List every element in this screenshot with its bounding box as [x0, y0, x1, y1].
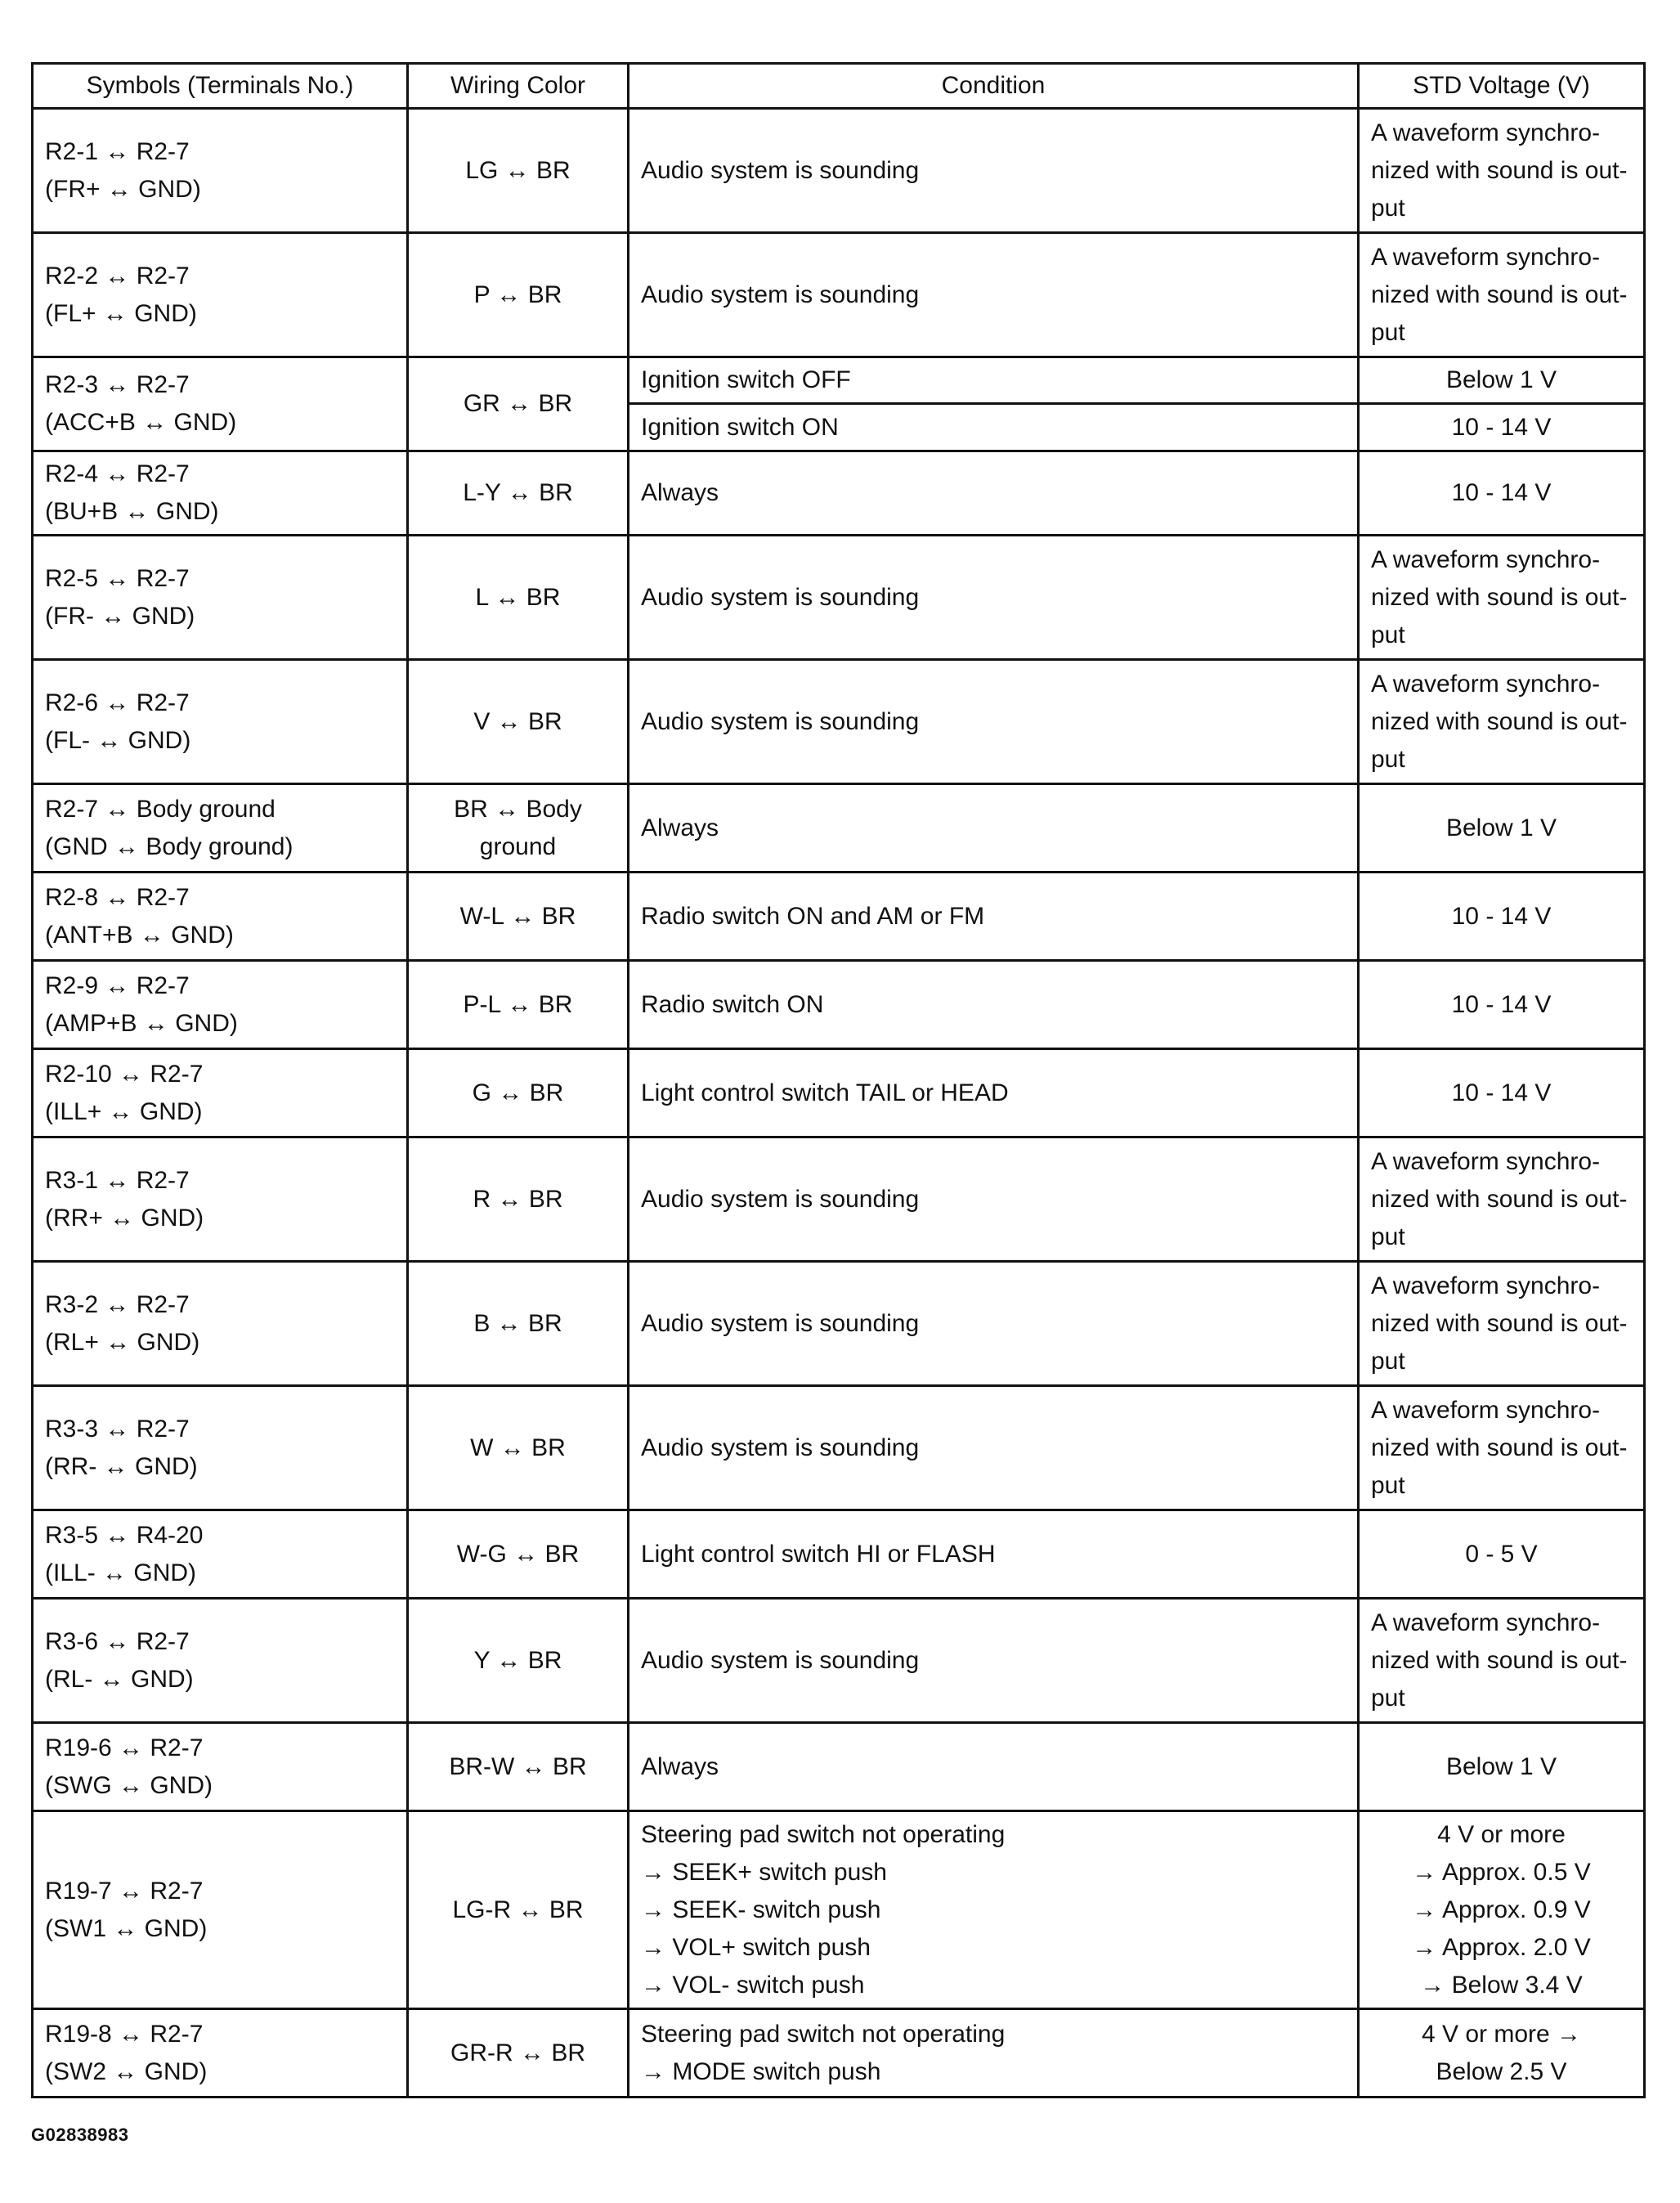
std-voltage-line: 4 V or more → [1421, 2020, 1582, 2048]
condition: Always [629, 1723, 1359, 1811]
terminal-symbols [33, 357, 408, 451]
terminal-symbols [33, 1723, 408, 1811]
condition: Audio system is sounding [629, 1262, 1359, 1386]
terminal-symbols [33, 1386, 408, 1510]
terminal-symbols [33, 109, 408, 233]
figure-code: G02838983 [31, 2124, 129, 2145]
terminal-symbols-line: R3-5 ↔ R4-20 [45, 1521, 204, 1549]
std-voltage: 10 - 14 V [1359, 451, 1645, 536]
condition: Ignition switch OFF [629, 357, 1359, 404]
terminal-symbols-line: (ANT+B ↔ GND) [45, 921, 234, 949]
terminal-symbols-line: (ILL- ↔ GND) [45, 1559, 197, 1586]
condition-line: → VOL+ switch push [641, 1933, 871, 1961]
terminal-symbols-line: (AMP+B ↔ GND) [45, 1009, 238, 1037]
table-row [33, 784, 1645, 873]
wiring-color: P ↔ BR [408, 233, 629, 357]
terminal-symbols-line: R3-1 ↔ R2-7 [45, 1166, 190, 1194]
condition: Audio system is sounding [629, 536, 1359, 660]
wiring-color: LG ↔ BR [408, 109, 629, 233]
condition [629, 1811, 1359, 2009]
table-row [33, 1262, 1645, 1386]
terminal-symbols-line: (FL- ↔ GND) [45, 726, 191, 754]
table-row [33, 357, 1645, 404]
header-wiring-color: Wiring Color [408, 64, 629, 109]
condition: Audio system is sounding [629, 660, 1359, 784]
wiring-color: R ↔ BR [408, 1137, 629, 1262]
wiring-color: B ↔ BR [408, 1262, 629, 1386]
table-row [33, 1137, 1645, 1262]
terminal-symbols-line: R2-9 ↔ R2-7 [45, 971, 190, 999]
terminal-symbols [33, 961, 408, 1049]
terminal-symbols-line: R2-1 ↔ R2-7 [45, 137, 190, 165]
terminal-symbols-line: R2-2 ↔ R2-7 [45, 262, 190, 289]
table-row [33, 233, 1645, 357]
table-row [33, 1049, 1645, 1137]
condition: Radio switch ON and AM or FM [629, 873, 1359, 961]
terminal-symbols-line: R2-5 ↔ R2-7 [45, 564, 190, 592]
condition: Light control switch TAIL or HEAD [629, 1049, 1359, 1137]
wiring-color: Y ↔ BR [408, 1599, 629, 1723]
condition: Always [629, 784, 1359, 873]
terminal-symbols-line: R2-7 ↔ Body ground [45, 795, 276, 823]
std-voltage: A waveform synchro-nized with sound is out-put [1359, 1262, 1645, 1386]
wiring-color: L-Y ↔ BR [408, 451, 629, 536]
table-row [33, 961, 1645, 1049]
terminal-symbols [33, 1262, 408, 1386]
terminal-symbols-line: (GND ↔ Body ground) [45, 832, 293, 860]
header-symbols: Symbols (Terminals No.) [33, 64, 408, 109]
table-row [33, 451, 1645, 536]
table-row [33, 660, 1645, 784]
terminal-symbols-line: (FR- ↔ GND) [45, 602, 195, 630]
condition-line: → VOL- switch push [641, 1971, 865, 1999]
std-voltage-line: Below 2.5 V [1436, 2057, 1567, 2085]
condition: Audio system is sounding [629, 233, 1359, 357]
terminal-symbols-line: R19-6 ↔ R2-7 [45, 1734, 204, 1761]
voltage-spec-sheet [31, 62, 1643, 2098]
std-voltage-line: → Below 3.4 V [1420, 1971, 1583, 1999]
std-voltage-line: → Approx. 0.9 V [1412, 1896, 1591, 1923]
terminal-symbols [33, 1811, 408, 2009]
terminal-symbols-line: R19-8 ↔ R2-7 [45, 2020, 204, 2048]
std-voltage: 10 - 14 V [1359, 1049, 1645, 1137]
terminal-symbols [33, 536, 408, 660]
table-row [33, 2009, 1645, 2098]
std-voltage: A waveform synchro-nized with sound is out-put [1359, 1137, 1645, 1262]
std-voltage: Below 1 V [1359, 357, 1645, 404]
terminal-symbols-line: (SWG ↔ GND) [45, 1771, 213, 1799]
terminal-symbols [33, 1599, 408, 1723]
terminal-symbols-line: R3-6 ↔ R2-7 [45, 1627, 190, 1655]
std-voltage-line: 4 V or more [1437, 1820, 1566, 1848]
std-voltage: A waveform synchro-nized with sound is out-put [1359, 109, 1645, 233]
terminal-symbols-line: R2-8 ↔ R2-7 [45, 883, 190, 911]
terminal-symbols [33, 1137, 408, 1262]
std-voltage [1359, 2009, 1645, 2098]
condition-line: Steering pad switch not operating [641, 2020, 1006, 2048]
terminal-symbols-line: R19-7 ↔ R2-7 [45, 1877, 204, 1905]
std-voltage: A waveform synchro-nized with sound is out-put [1359, 233, 1645, 357]
terminal-symbols-line: (SW2 ↔ GND) [45, 2057, 208, 2085]
terminal-symbols-line: (RR- ↔ GND) [45, 1452, 198, 1480]
condition: Audio system is sounding [629, 1386, 1359, 1510]
table-row [33, 1723, 1645, 1811]
condition [629, 2009, 1359, 2098]
condition-line: → SEEK- switch push [641, 1896, 881, 1923]
table-row [33, 1599, 1645, 1723]
wiring-color: V ↔ BR [408, 660, 629, 784]
terminal-symbols-line: (RR+ ↔ GND) [45, 1204, 204, 1232]
wiring-color: LG-R ↔ BR [408, 1811, 629, 2009]
table-row [33, 873, 1645, 961]
wiring-color: BR ↔ Body ground [408, 784, 629, 873]
wiring-color: W ↔ BR [408, 1386, 629, 1510]
condition: Radio switch ON [629, 961, 1359, 1049]
terminal-symbols-line: (SW1 ↔ GND) [45, 1914, 208, 1942]
std-voltage-line: → Approx. 0.5 V [1412, 1858, 1591, 1886]
table-row [33, 1811, 1645, 2009]
wiring-color: GR-R ↔ BR [408, 2009, 629, 2098]
std-voltage: Below 1 V [1359, 784, 1645, 873]
terminal-symbols [33, 2009, 408, 2098]
table-body [33, 109, 1645, 2098]
std-voltage: Below 1 V [1359, 1723, 1645, 1811]
std-voltage: 0 - 5 V [1359, 1510, 1645, 1599]
std-voltage: 10 - 14 V [1359, 873, 1645, 961]
condition: Audio system is sounding [629, 1137, 1359, 1262]
terminal-symbols-line: R3-3 ↔ R2-7 [45, 1415, 190, 1442]
terminal-symbols-line: R3-2 ↔ R2-7 [45, 1290, 190, 1318]
table-header-row [33, 64, 1645, 109]
wiring-color: W-L ↔ BR [408, 873, 629, 961]
condition: Ignition switch ON [629, 404, 1359, 451]
terminal-symbols-line: (BU+B ↔ GND) [45, 498, 219, 525]
terminal-symbols [33, 451, 408, 536]
terminal-symbols [33, 660, 408, 784]
std-voltage: 10 - 14 V [1359, 961, 1645, 1049]
terminal-symbols-line: (ACC+B ↔ GND) [45, 409, 237, 436]
wiring-color: P-L ↔ BR [408, 961, 629, 1049]
wiring-color: L ↔ BR [408, 536, 629, 660]
condition: Light control switch HI or FLASH [629, 1510, 1359, 1599]
condition: Audio system is sounding [629, 109, 1359, 233]
table-row [33, 1386, 1645, 1510]
std-voltage: A waveform synchro-nized with sound is out-put [1359, 660, 1645, 784]
condition-line: → SEEK+ switch push [641, 1858, 887, 1886]
wiring-color: G ↔ BR [408, 1049, 629, 1137]
terminal-symbols [33, 873, 408, 961]
table-row [33, 1510, 1645, 1599]
table-row [33, 109, 1645, 233]
header-condition: Condition [629, 64, 1359, 109]
condition-line: Steering pad switch not operating [641, 1820, 1006, 1848]
std-voltage-line: → Approx. 2.0 V [1412, 1933, 1591, 1961]
terminal-voltage-table [31, 62, 1646, 2098]
terminal-symbols-line: R2-10 ↔ R2-7 [45, 1060, 204, 1088]
terminal-symbols-line: (RL+ ↔ GND) [45, 1328, 200, 1356]
wiring-color: GR ↔ BR [408, 357, 629, 451]
terminal-symbols-line: (FR+ ↔ GND) [45, 175, 201, 203]
std-voltage [1359, 1811, 1645, 2009]
table-row [33, 536, 1645, 660]
condition: Always [629, 451, 1359, 536]
wiring-color: W-G ↔ BR [408, 1510, 629, 1599]
terminal-symbols [33, 784, 408, 873]
terminal-symbols-line: (ILL+ ↔ GND) [45, 1097, 203, 1125]
std-voltage: A waveform synchro-nized with sound is out-put [1359, 536, 1645, 660]
std-voltage: 10 - 14 V [1359, 404, 1645, 451]
header-std-voltage: STD Voltage (V) [1359, 64, 1645, 109]
terminal-symbols-line: (FL+ ↔ GND) [45, 299, 197, 327]
terminal-symbols [33, 233, 408, 357]
terminal-symbols [33, 1049, 408, 1137]
wiring-color: BR-W ↔ BR [408, 1723, 629, 1811]
terminal-symbols-line: (RL- ↔ GND) [45, 1665, 194, 1693]
condition-line: → MODE switch push [641, 2057, 881, 2085]
std-voltage: A waveform synchro-nized with sound is out-put [1359, 1599, 1645, 1723]
terminal-symbols [33, 1510, 408, 1599]
std-voltage: A waveform synchro-nized with sound is out-put [1359, 1386, 1645, 1510]
terminal-symbols-line: R2-3 ↔ R2-7 [45, 371, 190, 398]
terminal-symbols-line: R2-4 ↔ R2-7 [45, 460, 190, 487]
terminal-symbols-line: R2-6 ↔ R2-7 [45, 689, 190, 716]
condition: Audio system is sounding [629, 1599, 1359, 1723]
